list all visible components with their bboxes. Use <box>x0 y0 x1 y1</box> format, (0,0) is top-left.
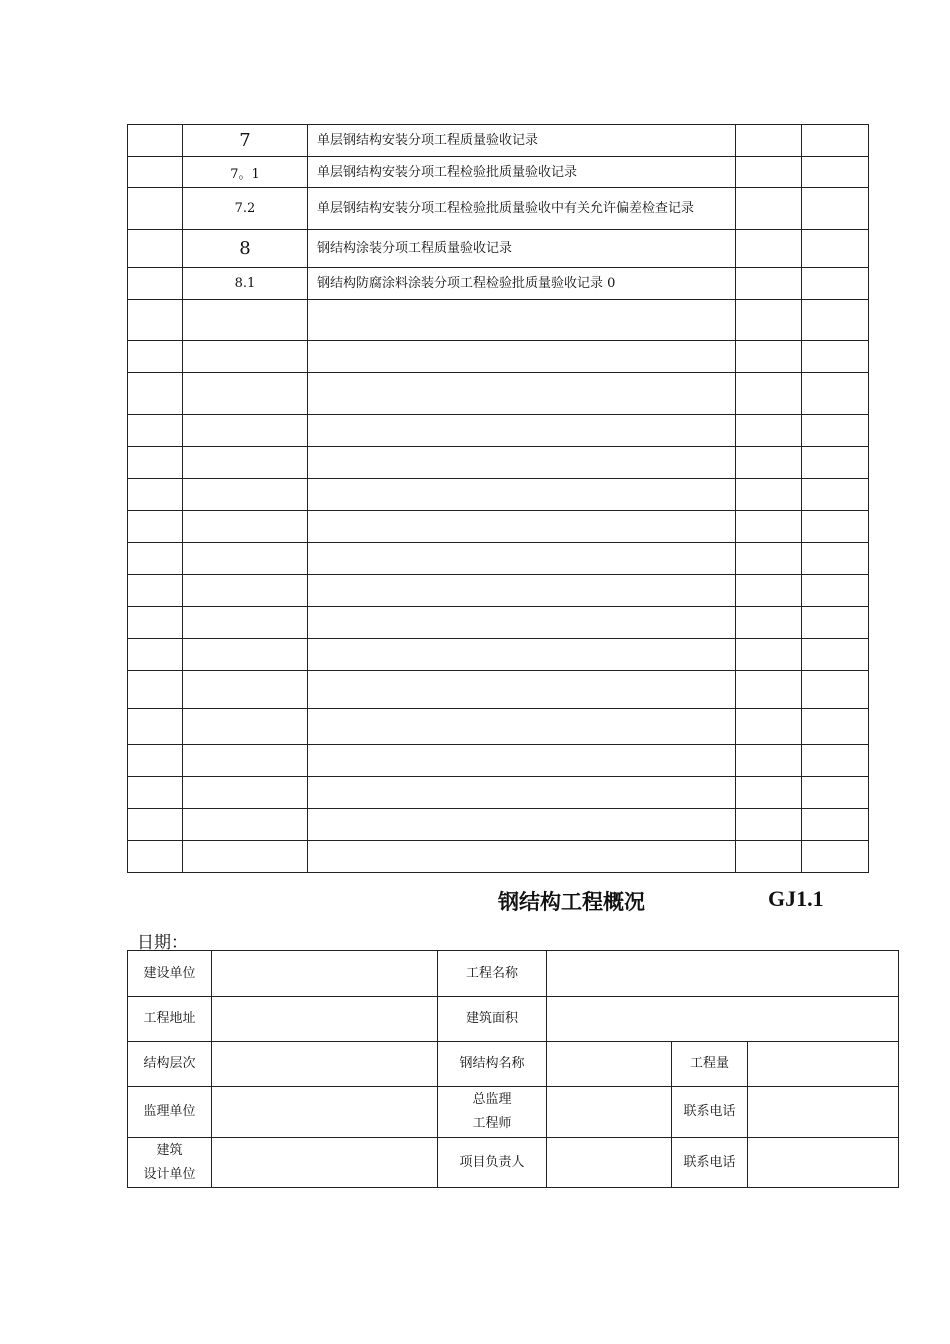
table-cell <box>802 671 869 709</box>
table-cell <box>308 777 736 809</box>
table-cell <box>183 511 308 543</box>
table-cell <box>308 511 736 543</box>
item-number: 7 <box>183 125 308 157</box>
chief-engineer-label-line2: 工程师 <box>472 1116 512 1131</box>
table-cell <box>308 607 736 639</box>
table-cell <box>308 841 736 873</box>
table-cell <box>183 639 308 671</box>
form-code: GJ1.1 <box>768 886 824 911</box>
table-cell <box>183 415 308 447</box>
quantity-value[interactable] <box>748 1042 899 1087</box>
table-cell <box>736 745 802 777</box>
table-cell <box>308 543 736 575</box>
table-row <box>128 188 869 230</box>
table-cell <box>308 415 736 447</box>
chief-engineer-label-line1: 总监理 <box>472 1092 512 1107</box>
table-cell <box>308 809 736 841</box>
table-cell <box>183 373 308 415</box>
design-unit-label-line2: 设计单位 <box>143 1166 196 1182</box>
table-cell <box>128 188 183 230</box>
owner-label: 建设单位 <box>128 951 212 997</box>
item-number: 7.2 <box>183 188 308 230</box>
supervisor-value[interactable] <box>212 1087 438 1138</box>
table-cell <box>128 268 183 300</box>
design-unit-label-line1: 建筑 <box>156 1142 183 1158</box>
item-title-text: 单层钢结构安装分项工程检验批质量验收中有关允许偏差检查记录 <box>317 201 695 216</box>
table-row <box>128 809 869 841</box>
table-row <box>128 415 869 447</box>
table-row <box>128 639 869 671</box>
quantity-label: 工程量 <box>672 1042 748 1087</box>
table-cell <box>736 373 802 415</box>
address-value[interactable] <box>212 997 438 1042</box>
table-row <box>128 841 869 873</box>
contact-phone-value[interactable] <box>748 1087 899 1138</box>
table-cell <box>736 511 802 543</box>
steel-name-value[interactable] <box>547 1042 672 1087</box>
table-cell <box>308 745 736 777</box>
table-cell <box>736 543 802 575</box>
table-row <box>128 511 869 543</box>
table-cell <box>802 745 869 777</box>
table-cell <box>183 709 308 745</box>
chief-engineer-value[interactable] <box>547 1087 672 1138</box>
table-cell <box>802 415 869 447</box>
table-cell <box>802 157 869 188</box>
table-cell <box>736 841 802 873</box>
item-title: 单层钢结构安装分项工程检验批质量验收记录 <box>308 157 736 188</box>
table-row <box>128 479 869 511</box>
table-cell <box>736 300 802 341</box>
table-cell <box>802 447 869 479</box>
table-cell <box>736 188 802 230</box>
table-cell <box>128 479 183 511</box>
table-cell <box>802 300 869 341</box>
table-cell <box>183 543 308 575</box>
table-cell <box>128 300 183 341</box>
contact-phone-label: 联系电话 <box>672 1087 748 1138</box>
table-cell <box>128 709 183 745</box>
table-row <box>128 268 869 300</box>
table-cell <box>802 125 869 157</box>
table-cell <box>128 415 183 447</box>
table-cell <box>736 639 802 671</box>
project-name-label: 工程名称 <box>438 951 547 997</box>
table-cell <box>308 575 736 607</box>
table-row <box>128 543 869 575</box>
table-cell <box>308 639 736 671</box>
table-cell <box>802 230 869 268</box>
table-cell <box>128 639 183 671</box>
table-cell <box>802 709 869 745</box>
date-label: 日期： <box>137 933 188 953</box>
table-cell <box>736 809 802 841</box>
table-cell <box>128 341 183 373</box>
table-cell <box>802 777 869 809</box>
table-cell <box>736 671 802 709</box>
item-number: 8 <box>183 230 308 268</box>
table-cell <box>308 300 736 341</box>
table-cell <box>183 341 308 373</box>
address-label: 工程地址 <box>128 997 212 1042</box>
index-table <box>127 124 869 873</box>
table-cell <box>183 671 308 709</box>
table-row <box>128 300 869 341</box>
table-cell <box>183 300 308 341</box>
project-manager-value[interactable] <box>547 1138 672 1188</box>
table-cell <box>183 607 308 639</box>
table-cell <box>183 575 308 607</box>
table-cell <box>736 415 802 447</box>
table-row <box>128 157 869 188</box>
table-cell <box>802 543 869 575</box>
table-cell <box>183 841 308 873</box>
chief-engineer-label <box>438 1087 547 1138</box>
table-cell <box>736 709 802 745</box>
empty-rows <box>128 300 869 873</box>
table-row <box>128 607 869 639</box>
table-cell <box>128 809 183 841</box>
table-cell <box>128 575 183 607</box>
table-row <box>128 709 869 745</box>
project-manager-label: 项目负责人 <box>438 1138 547 1188</box>
contact-phone-label-2: 联系电话 <box>672 1138 748 1188</box>
design-unit-value[interactable] <box>212 1138 438 1188</box>
table-cell <box>736 125 802 157</box>
item-number: 7。1 <box>183 157 308 188</box>
table-cell <box>128 841 183 873</box>
table-cell <box>736 777 802 809</box>
design-unit-label <box>128 1138 212 1188</box>
levels-label: 结构层次 <box>128 1042 212 1087</box>
contact-phone-value-2[interactable] <box>748 1138 899 1188</box>
table-cell <box>802 188 869 230</box>
table-cell <box>128 543 183 575</box>
item-title: 钢结构涂装分项工程质量验收记录 <box>308 230 736 268</box>
table-row <box>128 671 869 709</box>
table-cell <box>308 341 736 373</box>
table-cell <box>183 809 308 841</box>
table-row <box>128 341 869 373</box>
table-cell <box>308 671 736 709</box>
table-cell <box>736 447 802 479</box>
table-cell <box>128 511 183 543</box>
table-cell <box>736 341 802 373</box>
table-row <box>128 230 869 268</box>
table-cell <box>308 447 736 479</box>
table-cell <box>802 607 869 639</box>
table-cell <box>183 479 308 511</box>
table-cell <box>128 777 183 809</box>
table-cell <box>128 157 183 188</box>
page-title: 钢结构工程概况 <box>498 890 645 914</box>
table-cell <box>736 157 802 188</box>
table-cell <box>308 709 736 745</box>
item-title <box>308 188 736 230</box>
table-row <box>128 745 869 777</box>
table-cell <box>802 575 869 607</box>
table-cell <box>183 777 308 809</box>
owner-value[interactable] <box>212 951 438 997</box>
table-cell <box>736 607 802 639</box>
table-cell <box>128 230 183 268</box>
table-cell <box>128 671 183 709</box>
table-cell <box>802 268 869 300</box>
table-row <box>128 1087 899 1138</box>
table-cell <box>802 809 869 841</box>
table-row <box>128 575 869 607</box>
table-cell <box>736 268 802 300</box>
table-cell <box>736 575 802 607</box>
table-cell <box>128 607 183 639</box>
table-cell <box>183 447 308 479</box>
table-row <box>128 1138 899 1188</box>
supervisor-label: 监理单位 <box>128 1087 212 1138</box>
project-name-value[interactable] <box>547 951 899 997</box>
table-row <box>128 125 869 157</box>
area-value[interactable] <box>547 997 899 1042</box>
table-cell <box>736 479 802 511</box>
table-row <box>128 777 869 809</box>
table-cell <box>128 125 183 157</box>
item-title: 单层钢结构安装分项工程质量验收记录 <box>308 125 736 157</box>
table-cell <box>802 639 869 671</box>
table-cell <box>736 230 802 268</box>
table-cell <box>308 479 736 511</box>
table-row <box>128 951 899 997</box>
area-label: 建筑面积 <box>438 997 547 1042</box>
table-cell <box>802 841 869 873</box>
item-title: 钢结构防腐涂料涂装分项工程检验批质量验收记录 0 <box>308 268 736 300</box>
table-cell <box>128 447 183 479</box>
table-row <box>128 373 869 415</box>
table-cell <box>308 373 736 415</box>
table-cell <box>128 373 183 415</box>
table-row <box>128 997 899 1042</box>
table-cell <box>128 745 183 777</box>
table-row <box>128 1042 899 1087</box>
overview-table <box>127 950 899 1188</box>
steel-name-label: 钢结构名称 <box>438 1042 547 1087</box>
levels-value[interactable] <box>212 1042 438 1087</box>
table-cell <box>802 511 869 543</box>
table-cell <box>183 745 308 777</box>
table-row <box>128 447 869 479</box>
item-number: 8.1 <box>183 268 308 300</box>
table-cell <box>802 341 869 373</box>
table-cell <box>802 373 869 415</box>
table-cell <box>802 479 869 511</box>
